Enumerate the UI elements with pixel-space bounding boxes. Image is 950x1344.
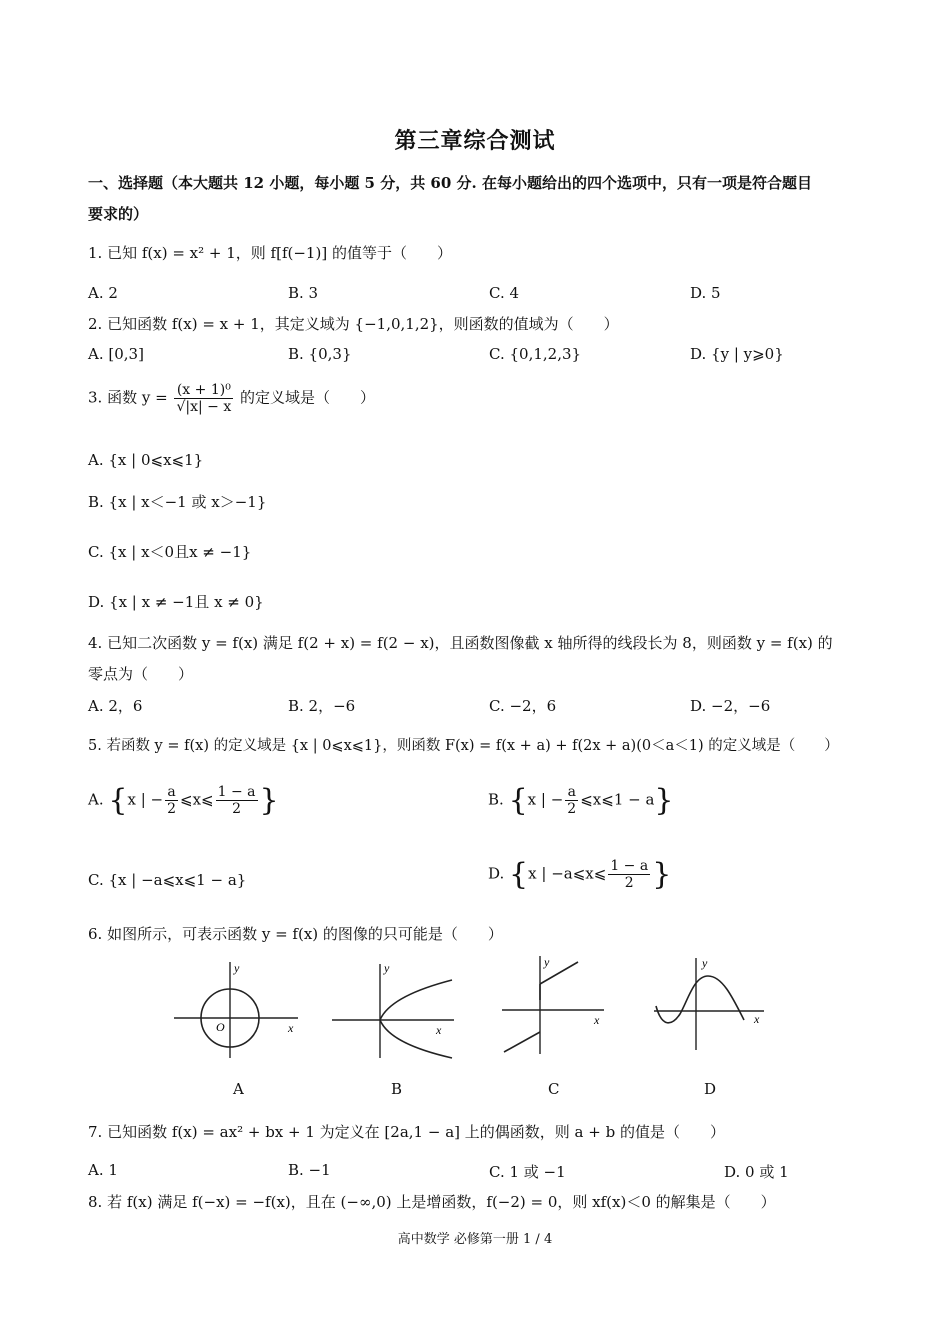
graph-label-c: C bbox=[548, 1080, 560, 1098]
q7-option-c: C. 1 或 −1 bbox=[489, 1163, 566, 1181]
q2-option-b: B. {0,3} bbox=[288, 345, 352, 363]
graph-a-x-label: x bbox=[288, 1021, 294, 1035]
q3-option-a: A. {x | 0⩽x⩽1} bbox=[88, 451, 204, 469]
q3-option-c: C. {x | x＜0且x ≠ −1} bbox=[88, 543, 252, 561]
q3-option-d: D. {x | x ≠ −1且 x ≠ 0} bbox=[88, 593, 264, 611]
graph-a-circle bbox=[172, 958, 304, 1060]
q2-option-d: D. {y | y⩾0} bbox=[690, 345, 784, 363]
q5-option-b: B. {x | − $\frac{a}{2}$ ⩽x⩽1 − a} bbox=[488, 783, 674, 818]
q1-option-a: A. 2 bbox=[88, 284, 118, 302]
question-4-cont: 零点为（ ） bbox=[88, 665, 194, 683]
q7-option-a: A. 1 bbox=[88, 1161, 118, 1179]
graph-label-a: A bbox=[233, 1080, 244, 1098]
question-5: 5. 若函数 y = f(x) 的定义域是 {x | 0⩽x⩽1}，则函数 F(x) = f(x + a) + f(2x + a)(0＜a＜1) 的定义域是（ ） bbox=[88, 738, 839, 754]
graph-d-x-label: x bbox=[754, 1012, 760, 1026]
q7-option-d: D. 0 或 1 bbox=[724, 1163, 789, 1181]
q1-option-d: D. 5 bbox=[690, 284, 721, 302]
question-2: 2. 已知函数 f(x) = x + 1，其定义域为 {−1,0,1,2}，则函数的值域为（ ） bbox=[88, 315, 619, 333]
q4-option-b: B. 2，−6 bbox=[288, 697, 356, 715]
graph-b-parabola bbox=[330, 958, 462, 1060]
q4-option-c: C. −2，6 bbox=[489, 697, 557, 715]
q4-option-a: A. 2，6 bbox=[88, 697, 143, 715]
graph-b-x-label: x bbox=[436, 1023, 442, 1037]
q5-option-a: A. {x | − $\frac{a}{2}$ ⩽x⩽ $\frac{1 - a}{2}$ } bbox=[88, 783, 279, 818]
question-1: 1. 已知 f(x) = x² + 1，则 f[f(−1)] 的值等于（ ） bbox=[88, 244, 452, 262]
q3-suffix: 的定义域是（ ） bbox=[240, 388, 376, 407]
q5-option-d: D. {x | −a⩽x⩽ $\frac{1 - a}{2}$ } bbox=[488, 857, 672, 892]
q7-option-b: B. −1 bbox=[288, 1161, 331, 1179]
q3-denominator: √|x| − x bbox=[176, 399, 232, 415]
q2-option-a: A. [0,3] bbox=[88, 345, 144, 363]
section-heading-cont: 要求的） bbox=[88, 205, 149, 223]
graph-a-y-label: y bbox=[234, 961, 240, 975]
q2-option-c: C. {0,1,2,3} bbox=[489, 345, 582, 363]
graph-a-origin: O bbox=[216, 1020, 225, 1034]
question-8: 8. 若 f(x) 满足 f(−x) = −f(x)，且在 (−∞,0) 上是增函数，f(−2) = 0，则 xf(x)＜0 的解集是（ ） bbox=[88, 1193, 776, 1211]
question-4: 4. 已知二次函数 y = f(x) 满足 f(2 + x) = f(2 − x)，且函数图像截 x 轴所得的线段长为 8，则函数 y = f(x) 的 bbox=[88, 634, 833, 652]
question-6: 6. 如图所示，可表示函数 y = f(x) 的图像的只可能是（ ） bbox=[88, 925, 503, 943]
question-7: 7. 已知函数 f(x) = ax² + bx + 1 为定义在 [2a,1 − a] 上的偶函数，则 a + b 的值是（ ） bbox=[88, 1123, 725, 1141]
q3-prefix: 3. 函数 y = bbox=[88, 388, 168, 407]
graph-c-lines bbox=[500, 954, 612, 1058]
graph-c-x-label: x bbox=[594, 1013, 600, 1027]
q1-option-c: C. 4 bbox=[489, 284, 520, 302]
graph-b-y-label: y bbox=[384, 961, 390, 975]
graph-d-y-label: y bbox=[702, 956, 708, 970]
graph-d-wave bbox=[652, 956, 770, 1052]
question-3 bbox=[88, 382, 375, 415]
section-heading: 一、选择题（本大题共 12 小题，每小题 5 分，共 60 分. 在每小题给出的四个选项中，只有一项是符合题目 bbox=[88, 174, 812, 192]
graph-label-d: D bbox=[704, 1080, 717, 1098]
q4-option-d: D. −2，−6 bbox=[690, 697, 771, 715]
q1-option-b: B. 3 bbox=[288, 284, 319, 302]
graph-c-y-label: y bbox=[544, 955, 550, 969]
q3-fraction bbox=[174, 382, 233, 415]
page-footer: 高中数学 必修第一册 1 / 4 bbox=[397, 1232, 553, 1247]
q3-option-b: B. {x | x＜−1 或 x＞−1} bbox=[88, 493, 267, 511]
graph-label-b: B bbox=[391, 1080, 403, 1098]
page-title: 第三章综合测试 bbox=[394, 128, 556, 154]
q3-numerator: (x + 1)⁰ bbox=[174, 382, 233, 399]
q5-option-c: C. {x | −a⩽x⩽1 − a} bbox=[88, 871, 247, 889]
